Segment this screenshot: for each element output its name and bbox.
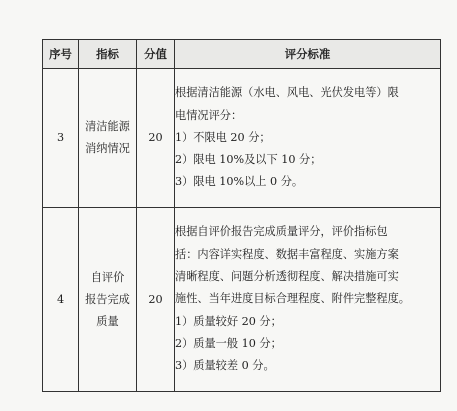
row-indicator (79, 208, 137, 392)
indicator-line: 报告完成 (85, 292, 130, 306)
scoring-table (42, 39, 441, 392)
criteria-line: 施性、当年进度目标合理程度、附件完整程度。 (175, 292, 410, 306)
indicator-line: 自评价 (90, 270, 125, 284)
criteria-line: 1）不限电 20 分； (175, 130, 271, 144)
criteria-line: 1）质量较好 20 分； (175, 314, 282, 328)
criteria-line: 括：内容详实程度、数据丰富程度、实施方案 (175, 247, 399, 261)
criteria-line: 根据自评价报告完成质量评分，评价指标包 (175, 225, 388, 239)
row-criteria (175, 208, 441, 392)
header-score: 分值 (137, 40, 175, 69)
criteria-line: 3）质量较差 0 分。 (175, 359, 275, 373)
row-score: 20 (137, 69, 175, 208)
indicator-line: 质量 (96, 314, 119, 328)
indicator-line: 清洁能源 (85, 120, 130, 133)
row-score: 20 (137, 208, 175, 392)
table-row (43, 208, 441, 392)
header-serial-number: 序号 (43, 40, 79, 69)
criteria-line: 电情况评分： (175, 108, 243, 122)
header-indicator: 指标 (79, 40, 137, 69)
row-serial-number: 4 (43, 208, 79, 392)
criteria-line: 清晰程度、问题分析透彻程度、解决措施可实 (175, 270, 399, 284)
indicator-line: 消纳情况 (85, 142, 130, 155)
criteria-line: 3）限电 10%以上 0 分。 (175, 175, 304, 189)
row-indicator (79, 69, 137, 208)
criteria-line: 根据清洁能源（水电、风电、光伏发电等）限 (175, 86, 399, 100)
table-header-row (43, 40, 441, 69)
criteria-line: 2）质量一般 10 分； (175, 336, 282, 350)
table-row (43, 69, 441, 208)
row-serial-number: 3 (43, 69, 79, 208)
row-criteria (175, 69, 441, 208)
criteria-line: 2）限电 10%及以下 10 分； (175, 153, 322, 167)
header-criteria: 评分标准 (175, 40, 441, 69)
